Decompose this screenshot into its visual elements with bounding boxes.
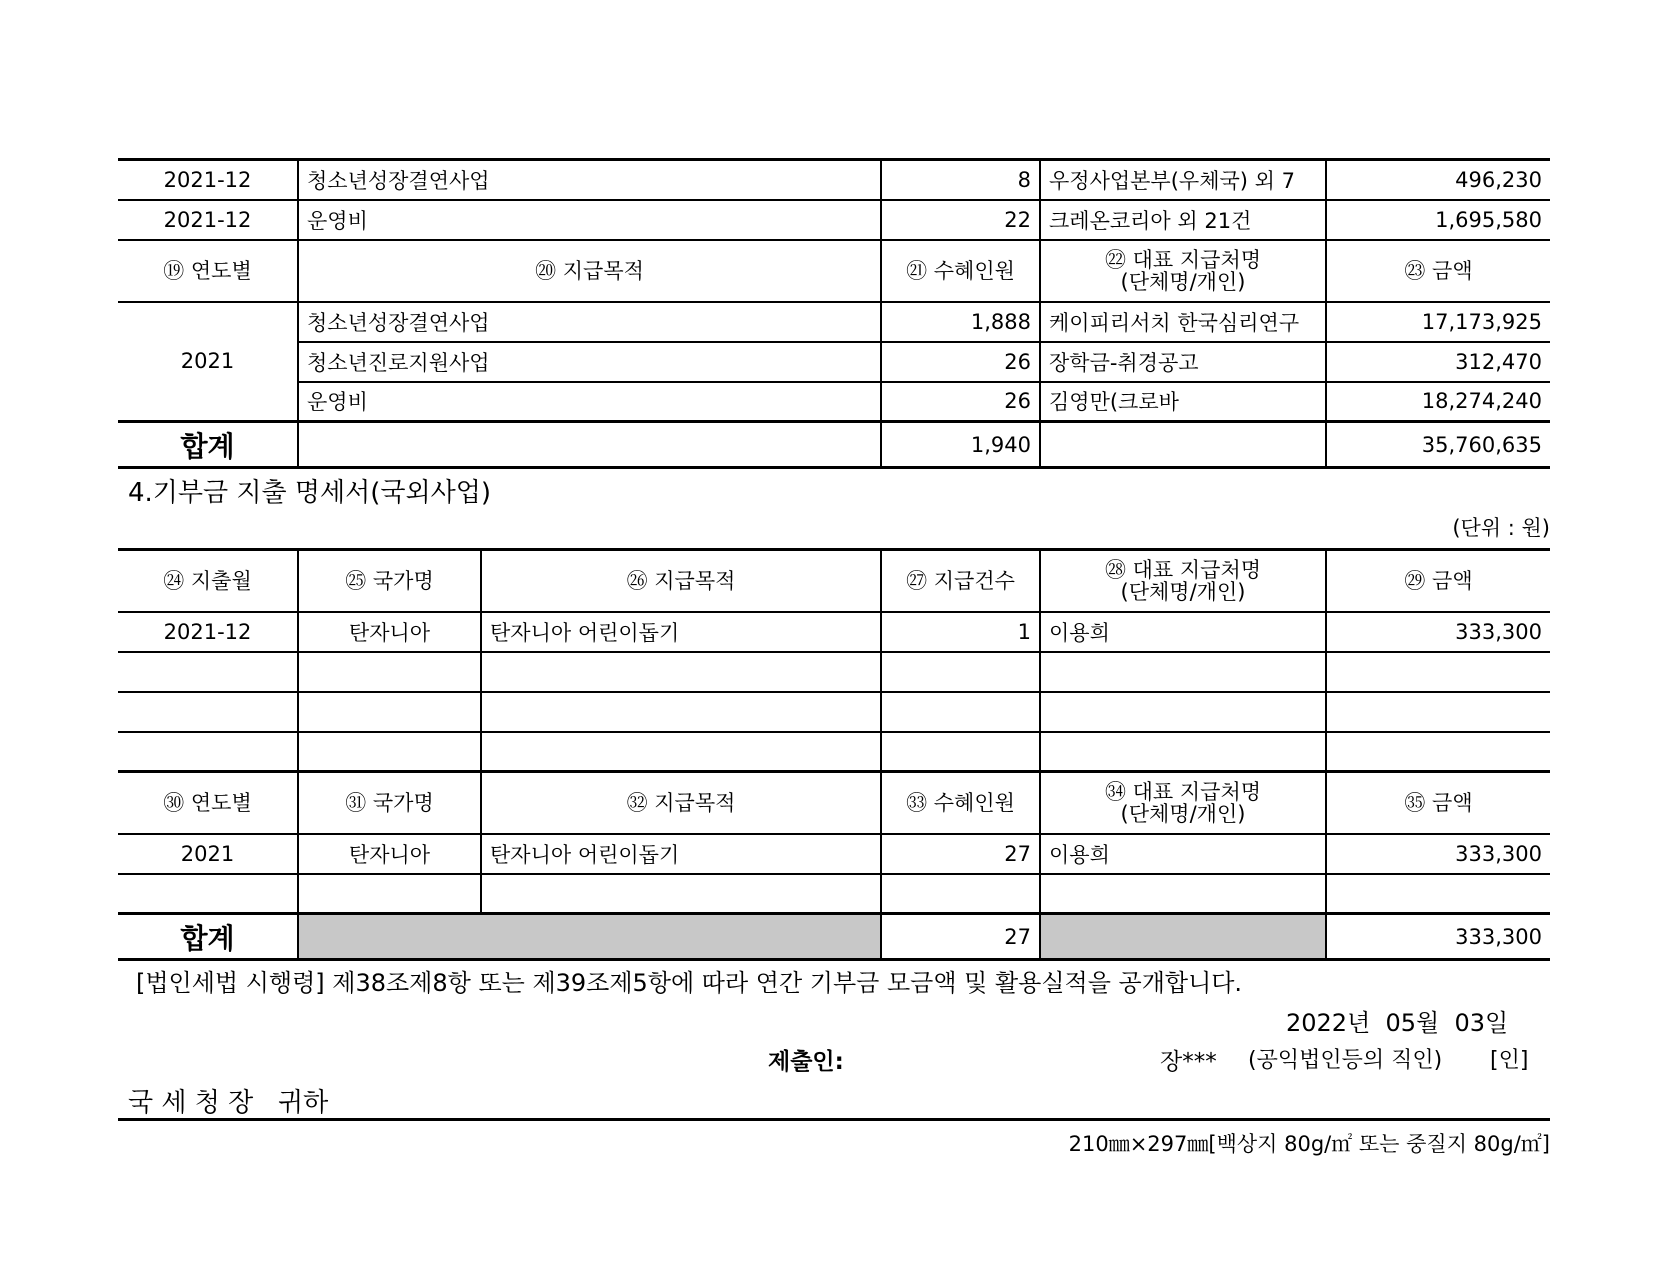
recipient-header-line2: (단체명/개인) — [1120, 579, 1246, 604]
total-amount: 35,760,635 — [1326, 422, 1550, 468]
total-label: 합계 — [118, 914, 298, 960]
amount-header: ㉟ 금액 — [1326, 772, 1550, 834]
addressee: 국 세 청 장 귀하 — [128, 1088, 329, 1118]
table-row — [118, 732, 1550, 772]
month-cell: 2021-12 — [118, 200, 298, 240]
recipient-cell: 이용희 — [1040, 612, 1326, 652]
recipient-header — [1040, 550, 1326, 612]
amount-header: ㉙ 금액 — [1326, 550, 1550, 612]
submitter-role: (공익법인등의 직인) — [1248, 1048, 1443, 1073]
submitter-name: 장*** — [1160, 1049, 1217, 1075]
total-row — [118, 914, 1550, 960]
header-row — [118, 240, 1550, 302]
table-row — [118, 652, 1550, 692]
purpose-header: ⑳ 지급목적 — [298, 240, 881, 302]
amount-header: ㉓ 금액 — [1326, 240, 1550, 302]
recipient-cell: 케이피리서치 한국심리연구 — [1040, 302, 1326, 342]
recipient-cell: 이용희 — [1040, 834, 1326, 874]
count-cell: 1 — [881, 612, 1040, 652]
amount-cell: 312,470 — [1326, 342, 1550, 382]
month-header: ㉔ 지출월 — [118, 550, 298, 612]
people-cell: 27 — [881, 834, 1040, 874]
people-header: ㉝ 수혜인원 — [881, 772, 1040, 834]
total-people: 1,940 — [881, 422, 1040, 468]
recipient-header — [1040, 772, 1326, 834]
recipient-header-line1: ㉘ 대표 지급처명 — [1104, 557, 1262, 582]
table-row — [118, 302, 1550, 342]
country-cell: 탄자니아 — [298, 834, 481, 874]
amount-cell: 333,300 — [1326, 834, 1550, 874]
people-cell: 26 — [881, 342, 1040, 382]
country-cell: 탄자니아 — [298, 612, 481, 652]
recipient-header-line1: ㉒ 대표 지급처명 — [1104, 247, 1262, 272]
section-title: 4.기부금 지출 명세서(국외사업) — [128, 478, 492, 508]
unit-label: (단위 : 원) — [1452, 516, 1550, 540]
country-header: ㉕ 국가명 — [298, 550, 481, 612]
month-cell: 2021-12 — [118, 160, 298, 200]
purpose-cell: 운영비 — [298, 382, 881, 422]
recipient-cell: 우정사업본부(우체국) 외 7 — [1040, 160, 1326, 200]
purpose-cell: 탄자니아 어린이돕기 — [481, 612, 881, 652]
purpose-cell: 운영비 — [298, 200, 881, 240]
purpose-header: ㉜ 지급목적 — [481, 772, 881, 834]
disclosure-statement: [법인세법 시행령] 제38조제8항 또는 제39조제5항에 따라 연간 기부금 모금액 및 활용실적을 공개합니다. — [136, 969, 1243, 997]
total-row — [118, 422, 1550, 468]
recipient-header-line2: (단체명/개인) — [1120, 801, 1246, 826]
amount-cell: 18,274,240 — [1326, 382, 1550, 422]
submitter-label: 제출인: — [768, 1049, 844, 1075]
count-cell: 8 — [881, 160, 1040, 200]
table-row — [118, 692, 1550, 732]
table-row — [118, 612, 1550, 652]
amount-cell: 17,173,925 — [1326, 302, 1550, 342]
year-cell: 2021 — [118, 302, 298, 422]
people-cell: 26 — [881, 382, 1040, 422]
country-header: ㉛ 국가명 — [298, 772, 481, 834]
table-row — [118, 874, 1550, 914]
amount-cell: 496,230 — [1326, 160, 1550, 200]
table-row — [118, 834, 1550, 874]
month-cell: 2021-12 — [118, 612, 298, 652]
count-header: ㉗ 지급건수 — [881, 550, 1040, 612]
total-amount: 333,300 — [1326, 914, 1550, 960]
amount-cell: 333,300 — [1326, 612, 1550, 652]
recipient-header-line2: (단체명/개인) — [1120, 269, 1246, 294]
empty-cell — [298, 422, 881, 468]
count-cell: 22 — [881, 200, 1040, 240]
table-row — [118, 382, 1550, 422]
table-row — [118, 160, 1550, 200]
year-header: ⑲ 연도별 — [118, 240, 298, 302]
header-row — [118, 550, 1550, 612]
recipient-cell: 장학금-취경공고 — [1040, 342, 1326, 382]
total-label: 합계 — [118, 422, 298, 468]
recipient-header-line1: ㉞ 대표 지급처명 — [1104, 779, 1262, 804]
shaded-cell — [298, 914, 881, 960]
amount-cell: 1,695,580 — [1326, 200, 1550, 240]
domestic-expenditure-table — [118, 158, 1550, 469]
year-header: ㉚ 연도별 — [118, 772, 298, 834]
purpose-header: ㉖ 지급목적 — [481, 550, 881, 612]
header-row — [118, 772, 1550, 834]
total-people: 27 — [881, 914, 1040, 960]
recipient-cell: 김영만(크로바 — [1040, 382, 1326, 422]
table-row — [118, 200, 1550, 240]
footer-rule — [118, 1118, 1550, 1121]
purpose-cell: 청소년성장결연사업 — [298, 160, 881, 200]
paper-spec: 210㎜×297㎜[백상지 80g/㎡ 또는 중질지 80g/㎡] — [1068, 1132, 1550, 1156]
submission-date: 2022년 05월 03일 — [1286, 1009, 1509, 1037]
recipient-cell: 크레온코리아 외 21건 — [1040, 200, 1326, 240]
purpose-cell: 탄자니아 어린이돕기 — [481, 834, 881, 874]
purpose-cell: 청소년성장결연사업 — [298, 302, 881, 342]
people-header: ㉑ 수혜인원 — [881, 240, 1040, 302]
people-cell: 1,888 — [881, 302, 1040, 342]
recipient-header — [1040, 240, 1326, 302]
foreign-expenditure-table — [118, 548, 1550, 961]
shaded-cell — [1040, 914, 1326, 960]
seal-mark: [인] — [1490, 1048, 1529, 1073]
empty-cell — [1040, 422, 1326, 468]
table-row — [118, 342, 1550, 382]
purpose-cell: 청소년진로지원사업 — [298, 342, 881, 382]
year-cell: 2021 — [118, 834, 298, 874]
